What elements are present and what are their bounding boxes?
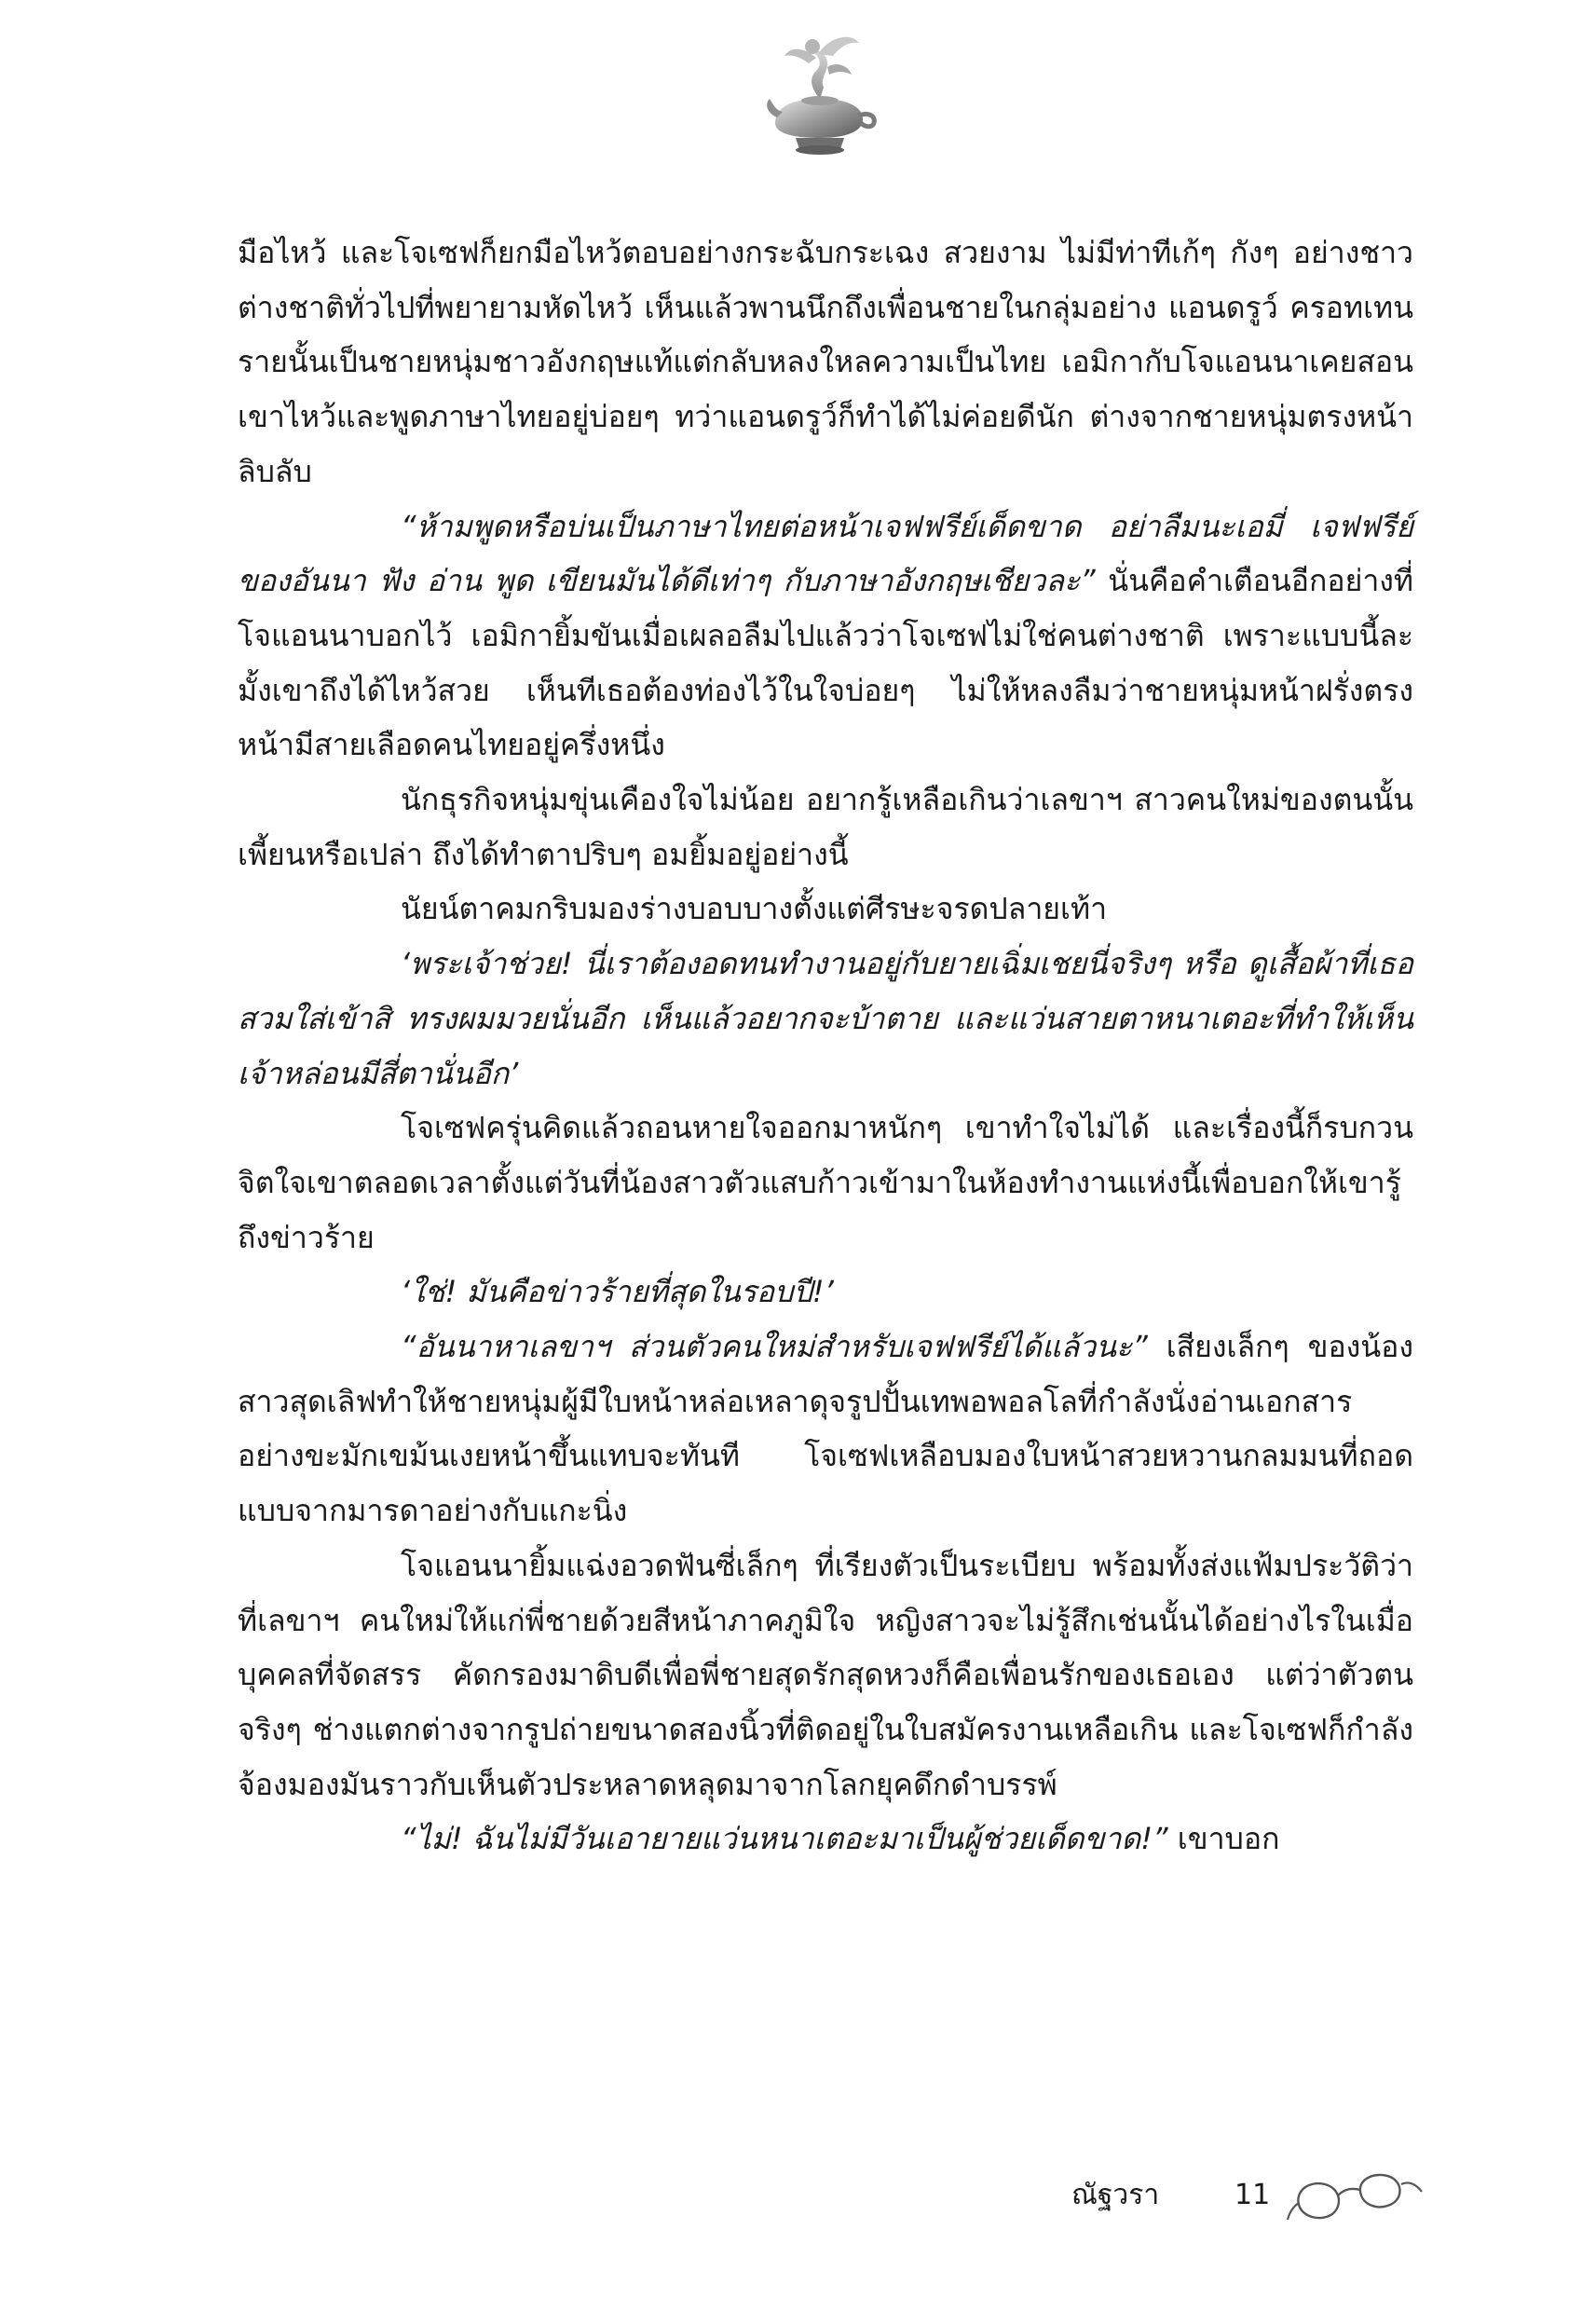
page-number: 11 xyxy=(1235,2179,1271,2211)
narration-text: เสียงเล็กๆ ของน้องสาวสุดเลิฟทำให้ชายหนุ่มผู้มีใบหน้าหล่อเหลาดุจรูปปั้นเทพอพอลโลที่กำลังนั่งอ่านเอกสารอย่างขะมักเขม้นเงยหน้าขึ้นแทบจะทันที โจเซฟเหลือบมองใบหน้าสวยหวานกลมมนที่ถอดแบบจากมารดาอย่างกับแกะนิ่ง xyxy=(238,1329,1414,1529)
paragraph xyxy=(238,773,1413,882)
paragraph xyxy=(238,226,1413,499)
cupid-magic-lamp-icon xyxy=(762,26,878,157)
paragraph xyxy=(238,1320,1413,1538)
narration-text: นัยน์ตาคมกริบมองร่างบอบบางตั้งแต่ศีรษะจรดปลายเท้า xyxy=(401,891,1108,927)
narration-text: โจเซฟครุ่นคิดแล้วถอนหายใจออกมาหนักๆ เขาทำใจไม่ได้ และเรื่องนี้ก็รบกวนจิตใจเขาตลอดเวลาตั้งแต่วันที่น้องสาวตัวแสบก้าวเข้ามาในห้องทำงานแห่งนี้เพื่อบอกให้เขารู้ถึงข่าวร้าย xyxy=(238,1110,1413,1255)
paragraph xyxy=(238,1101,1413,1265)
quoted-speech: “ห้ามพูดหรือบ่นเป็นภาษาไทยต่อหน้าเจฟฟรีย์เด็ดขาด อย่าลืมนะเอมี่ เจฟฟรีย์ของอันนา ฟัง อ่าน พูด เขียนมันได้ดีเท่าๆ กับภาษาอังกฤษเชียวละ” xyxy=(238,508,1413,599)
quoted-speech: “อันนาหาเลขาฯ ส่วนตัวคนใหม่สำหรับเจฟฟรีย์ได้แล้วนะ” xyxy=(401,1329,1148,1365)
eyeglasses-icon xyxy=(1286,2164,1425,2229)
paragraph xyxy=(238,1265,1413,1320)
page-footer xyxy=(1071,2164,1444,2238)
quoted-speech: ‘พระเจ้าช่วย! นี่เราต้องอดทนทำงานอยู่กับยายเฉิ่มเชยนี่จริงๆ หรือ ดูเสื้อผ้าที่เธอสวมใส่เข้าสิ ทรงผมมวยนั่นอีก เห็นแล้วอยากจะบ้าตาย และแว่นสายตาหนาเตอะที่ทำให้เห็นเจ้าหล่อนมีสี่ตานั่นอีก’ xyxy=(238,946,1413,1091)
narration-text: มือไหว้ และโจเซฟก็ยกมือไหว้ตอบอย่างกระฉับกระเฉง สวยงาม ไม่มีท่าทีเก้ๆ กังๆ อย่างชาวต่างชาติทั่วไปที่พยายามหัดไหว้ เห็นแล้วพานนึกถึงเพื่อนชายในกลุ่มอย่าง แอนดรูว์ ครอทเทน รายนั้นเป็นชายหนุ่มชาวอังกฤษแท้แต่กลับหลงใหลความเป็นไทย เอมิกากับโจแอนนาเคยสอนเขาไหว้และพูดภาษาไทยอยู่บ่อยๆ ทว่าแอนดรูว์ก็ทำได้ไม่ค่อยดีนัก ต่างจากชายหนุ่มตรงหน้าลิบลับ xyxy=(238,235,1414,489)
paragraph xyxy=(238,882,1413,937)
author-name: ณัฐวรา xyxy=(1071,2179,1160,2211)
paragraph xyxy=(238,1538,1413,1812)
narration-text: นักธุรกิจหนุ่มขุ่นเคืองใจไม่น้อย อยากรู้เหลือเกินว่าเลขาฯ สาวคนใหม่ของตนนั้นเพี้ยนหรือเปล่า ถึงได้ทำตาปริบๆ อมยิ้มอยู่อย่างนี้ xyxy=(238,782,1413,872)
quoted-speech: ‘ใช่! มันคือข่าวร้ายที่สุดในรอบปี!’ xyxy=(401,1274,834,1310)
chapter-body-text xyxy=(238,226,1413,1867)
narration-text: นั่นคือคำเตือนอีกอย่างที่โจแอนนาบอกไว้ เอมิกายิ้มขันเมื่อเผลอลืมไปแล้วว่าโจเซฟไม่ใช่คนต่างชาติ เพราะแบบนี้ละมั้งเขาถึงได้ไหว้สวย เห็นทีเธอต้องท่องไว้ในใจบ่อยๆ ไม่ให้หลงลืมว่าชายหนุ่มหน้าฝรั่งตรงหน้ามีสายเลือดคนไทยอยู่ครึ่งหนึ่ง xyxy=(238,563,1413,763)
narration-text: เขาบอก xyxy=(1167,1821,1280,1857)
paragraph xyxy=(238,499,1413,773)
quoted-speech: “ไม่! ฉันไม่มีวันเอายายแว่นหนาเตอะมาเป็นผู้ช่วยเด็ดขาด!” xyxy=(401,1821,1168,1857)
paragraph xyxy=(238,937,1413,1101)
narration-text: โจแอนนายิ้มแฉ่งอวดฟันซี่เล็กๆ ที่เรียงตัวเป็นระเบียบ พร้อมทั้งส่งแฟ้มประวัติว่าที่เลขาฯ คนใหม่ให้แก่พี่ชายด้วยสีหน้าภาคภูมิใจ หญิงสาวจะไม่รู้สึกเช่นนั้นได้อย่างไรในเมื่อบุคคลที่จัดสรร คัดกรองมาดิบดีเพื่อพี่ชายสุดรักสุดหวงก็คือเพื่อนรักของเธอเอง แต่ว่าตัวตนจริงๆ ช่างแตกต่างจากรูปถ่ายขนาดสองนิ้วที่ติดอยู่ในใบสมัครงานเหลือเกิน และโจเซฟก็กำลังจ้องมองมันราวกับเห็นตัวประหลาดหลุดมาจากโลกยุคดึกดำบรรพ์ xyxy=(238,1547,1413,1802)
paragraph xyxy=(238,1812,1413,1867)
